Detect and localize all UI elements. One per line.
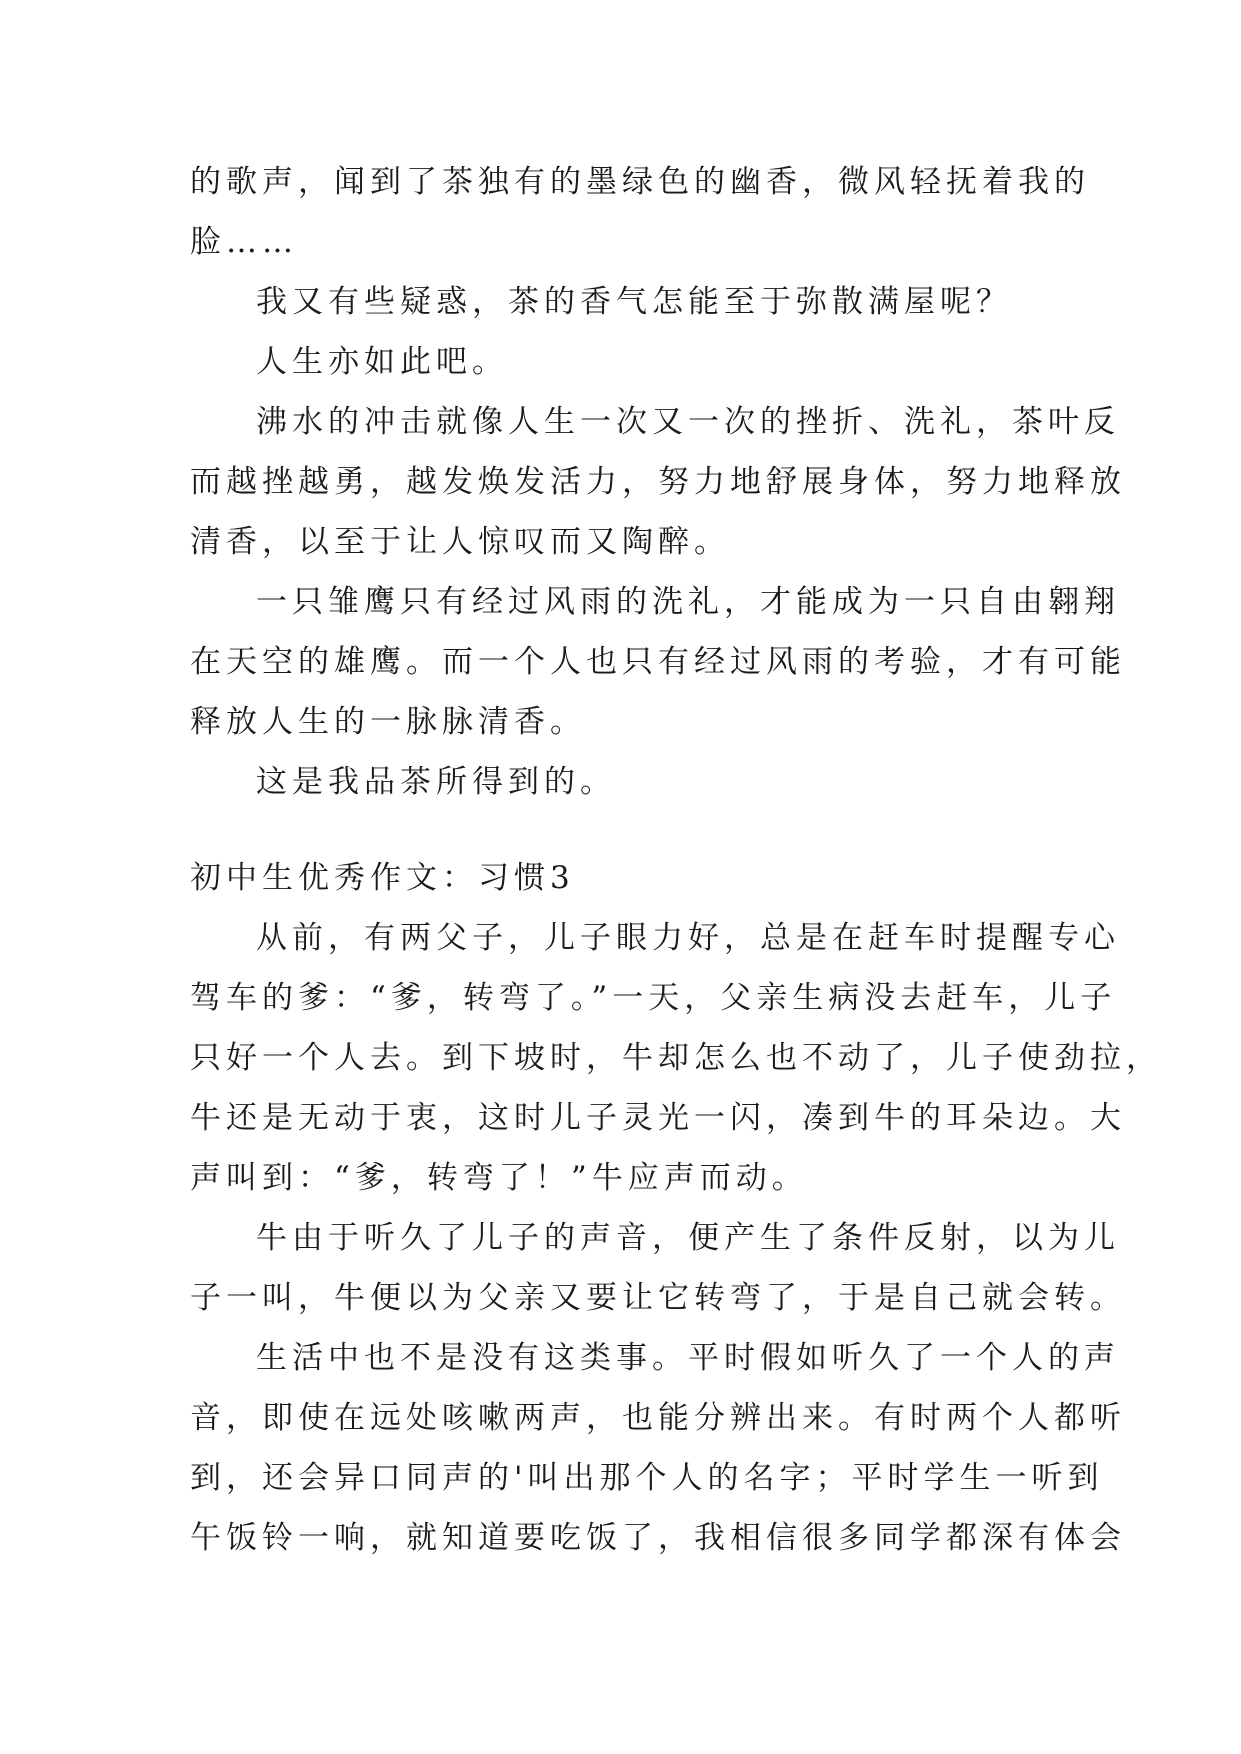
paragraph-line: 音，即使在远处咳嗽两声，也能分辨出来。有时两个人都听	[190, 1400, 1126, 1436]
paragraph-line: 生活中也不是没有这类事。平时假如听久了一个人的声	[256, 1340, 1120, 1376]
paragraph-line: 从前，有两父子，儿子眼力好，总是在赶车时提醒专心	[256, 920, 1120, 956]
paragraph-line: 脸……	[190, 224, 298, 260]
paragraph-line: 这是我品茶所得到的。	[256, 764, 616, 800]
paragraph-line: 声叫到：“爹，转弯了！”牛应声而动。	[190, 1160, 808, 1196]
paragraph-line: 驾车的爹：“爹，转弯了。”一天，父亲生病没去赶车，儿子	[190, 980, 1117, 1016]
paragraph-line: 午饭铃一响，就知道要吃饭了，我相信很多同学都深有体会	[190, 1520, 1126, 1556]
section-title: 初中生优秀作文：习惯3	[190, 860, 575, 896]
section-2-text	[190, 848, 1162, 1568]
paragraph-line: 释放人生的一脉脉清香。	[190, 704, 586, 740]
paragraph-line: 的歌声，闻到了茶独有的墨绿色的幽香，微风轻抚着我的	[190, 164, 1090, 200]
paragraph-line: 沸水的冲击就像人生一次又一次的挫折、洗礼，茶叶反	[256, 404, 1120, 440]
paragraph-line: 牛由于听久了儿子的声音，便产生了条件反射，以为儿	[256, 1220, 1120, 1256]
paragraph-line: 人生亦如此吧。	[256, 344, 508, 380]
paragraph-line: 子一叫，牛便以为父亲又要让它转弯了，于是自己就会转。	[190, 1280, 1126, 1316]
section-1-text	[190, 152, 1126, 812]
paragraph-line: 在天空的雄鹰。而一个人也只有经过风雨的考验，才有可能	[190, 644, 1126, 680]
paragraph-line: 牛还是无动于衷，这时儿子灵光一闪，凑到牛的耳朵边。大	[190, 1100, 1126, 1136]
paragraph-line: 清香，以至于让人惊叹而又陶醉。	[190, 524, 730, 560]
paragraph-line: 到，还会异口同声的'叫出那个人的名字；平时学生一听到	[190, 1460, 1104, 1496]
paragraph-line: 而越挫越勇，越发焕发活力，努力地舒展身体，努力地释放	[190, 464, 1126, 500]
paragraph-line: 只好一个人去。到下坡时，牛却怎么也不动了，儿子使劲拉，	[190, 1040, 1162, 1076]
paragraph-line: 我又有些疑惑，茶的香气怎能至于弥散满屋呢？	[256, 284, 1012, 320]
paragraph-line: 一只雏鹰只有经过风雨的洗礼，才能成为一只自由翱翔	[256, 584, 1120, 620]
